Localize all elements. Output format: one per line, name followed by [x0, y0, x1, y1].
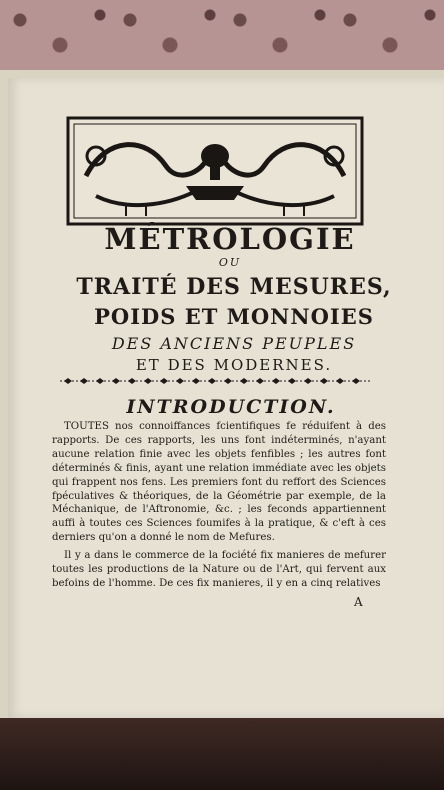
title-ou: OU — [218, 256, 242, 269]
ornamental-headpiece — [66, 116, 364, 228]
title-poids: POIDS ET MONNOIES — [94, 304, 374, 329]
paragraph-2: Il y a dans le commerce de la fociété fix manieres de mefurer toutes les productions de la Nature ou de l'Art, qui fervent aux befoins de l'homme. De ces fix manieres, il y en a cinq relatives — [52, 550, 386, 589]
introduction-heading: INTRODUCTION. — [126, 396, 336, 418]
title-modernes: ET DES MODERNES. — [135, 356, 333, 374]
title-anciens: DES ANCIENS PEUPLES — [111, 334, 357, 353]
paragraph-1: TOUTES nos connoiffances fcientifiques fe réduifent à des rapports. De ces rapports, les uns font indéterminés, n'ayant aucune relation finie avec les objets fenfibles ; les autres font déterminés & finis, ayant une relation immédiate avec les objets qui frappent nos fens. Les premiers font du reffort des Sciences fpéculatives & théoriques, de la Géométrie par exemple, de la Méchanique, de l'Aftronomie, &c. ; les feconds appartiennent auffi à toutes ces Sciences foumifes à la pratique, & c'eft à ces derniers qu'on a donné le nom de Mefures. — [52, 421, 386, 544]
title-metrologie: MÉTROLOGIE — [104, 222, 356, 256]
title-traite: TRAITÉ DES MESURES, — [76, 274, 392, 300]
table-surface — [0, 718, 444, 790]
introduction-body — [52, 420, 386, 591]
decorative-rule — [60, 377, 372, 385]
signature-mark: A — [354, 595, 363, 609]
